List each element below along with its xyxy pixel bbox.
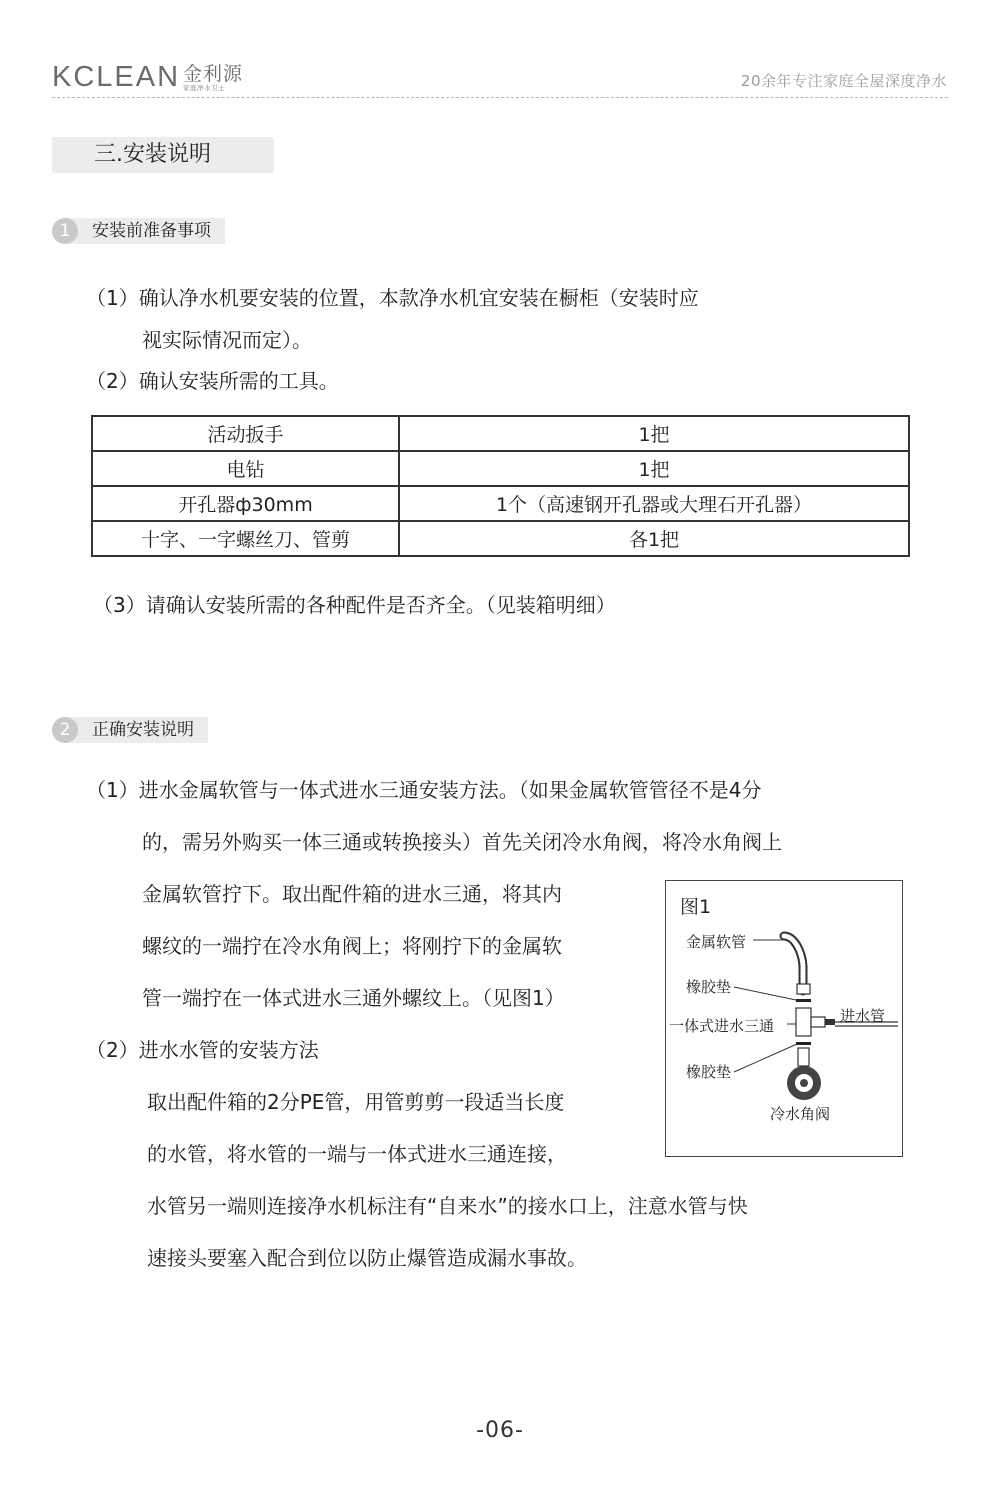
tool-quantity-cell: 1个（高速钢开孔器或大理石开孔器） bbox=[399, 486, 909, 521]
section-title: 三.安装说明 bbox=[52, 137, 274, 173]
figure-1-title: 图1 bbox=[680, 896, 712, 918]
step-2-line-4: 螺纹的一端拧在冷水角阀上；将刚拧下的金属软 bbox=[142, 934, 562, 958]
step-1-item-1-line-1: （1）确认净水机要安装的位置，本款净水机宜安装在橱柜（安装时应 bbox=[86, 286, 699, 310]
step-2-line-8: 的水管，将水管的一端与一体式进水三通连接， bbox=[147, 1142, 567, 1166]
step-1-label: 安装前准备事项 bbox=[66, 218, 225, 244]
label-integrated-tee: 一体式进水三通 bbox=[669, 1017, 775, 1035]
tool-quantity-cell: 1把 bbox=[399, 416, 909, 451]
tool-name-cell: 活动扳手 bbox=[92, 416, 399, 451]
step-2-line-6: （2）进水水管的安装方法 bbox=[86, 1038, 319, 1062]
header-tagline: 20余年专注家庭全屋深度净水 bbox=[740, 72, 947, 90]
step-2-label: 正确安装说明 bbox=[66, 717, 208, 743]
tools-table bbox=[91, 415, 910, 557]
step-2-line-3: 金属软管拧下。取出配件箱的进水三通，将其内 bbox=[142, 882, 562, 906]
step-2-line-1: （1）进水金属软管与一体式进水三通安装方法。（如果金属软管管径不是4分 bbox=[86, 778, 762, 802]
brand-logo bbox=[52, 58, 243, 92]
header-divider bbox=[52, 97, 948, 98]
step-2-line-7: 取出配件箱的2分PE管，用管剪剪一段适当长度 bbox=[147, 1090, 565, 1114]
tool-name-cell: 十字、一字螺丝刀、管剪 bbox=[92, 521, 399, 556]
tool-quantity-cell: 1把 bbox=[399, 451, 909, 486]
step-1-item-3: （3）请确认安装所需的各种配件是否齐全。（见装箱明细） bbox=[93, 593, 616, 617]
label-inlet-pipe: 进水管 bbox=[840, 1007, 886, 1025]
step-1-number-badge: 1 bbox=[52, 218, 78, 244]
step-2-line-10: 速接头要塞入配合到位以防止爆管造成漏水事故。 bbox=[147, 1246, 587, 1270]
label-angle-valve: 冷水角阀 bbox=[770, 1105, 831, 1123]
step-1-item-1-line-2: 视实际情况而定）。 bbox=[142, 328, 312, 352]
step-2-heading bbox=[52, 717, 208, 743]
step-2-line-9: 水管另一端则连接净水机标注有“自来水”的接水口上，注意水管与快 bbox=[147, 1194, 748, 1218]
table-row bbox=[92, 451, 909, 486]
label-rubber-gasket-bottom: 橡胶垫 bbox=[686, 1063, 732, 1081]
step-1-item-2: （2）确认安装所需的工具。 bbox=[86, 369, 339, 393]
tool-quantity-cell: 各1把 bbox=[399, 521, 909, 556]
step-2-number-badge: 2 bbox=[52, 717, 78, 743]
logo-wordmark: KCLEAN bbox=[52, 61, 181, 93]
tool-name-cell: 电钻 bbox=[92, 451, 399, 486]
page-number: -06- bbox=[476, 1418, 524, 1443]
label-rubber-gasket-top: 橡胶垫 bbox=[686, 978, 732, 996]
logo-slogan: 家庭净水卫士 bbox=[183, 84, 226, 92]
tool-name-cell: 开孔器ф30mm bbox=[92, 486, 399, 521]
label-metal-hose: 金属软管 bbox=[686, 933, 747, 951]
step-2-line-2: 的，需另外购买一体三通或转换接头）首先关闭冷水角阀，将冷水角阀上 bbox=[142, 830, 782, 854]
logo-chinese-name: 金利源 bbox=[183, 63, 244, 85]
table-row bbox=[92, 486, 909, 521]
table-row bbox=[92, 521, 909, 556]
step-2-line-5: 管一端拧在一体式进水三通外螺纹上。（见图1） bbox=[142, 986, 565, 1010]
table-row bbox=[92, 416, 909, 451]
logo-chinese bbox=[183, 64, 243, 92]
figure-1 bbox=[665, 880, 903, 1157]
step-1-heading bbox=[52, 218, 225, 244]
